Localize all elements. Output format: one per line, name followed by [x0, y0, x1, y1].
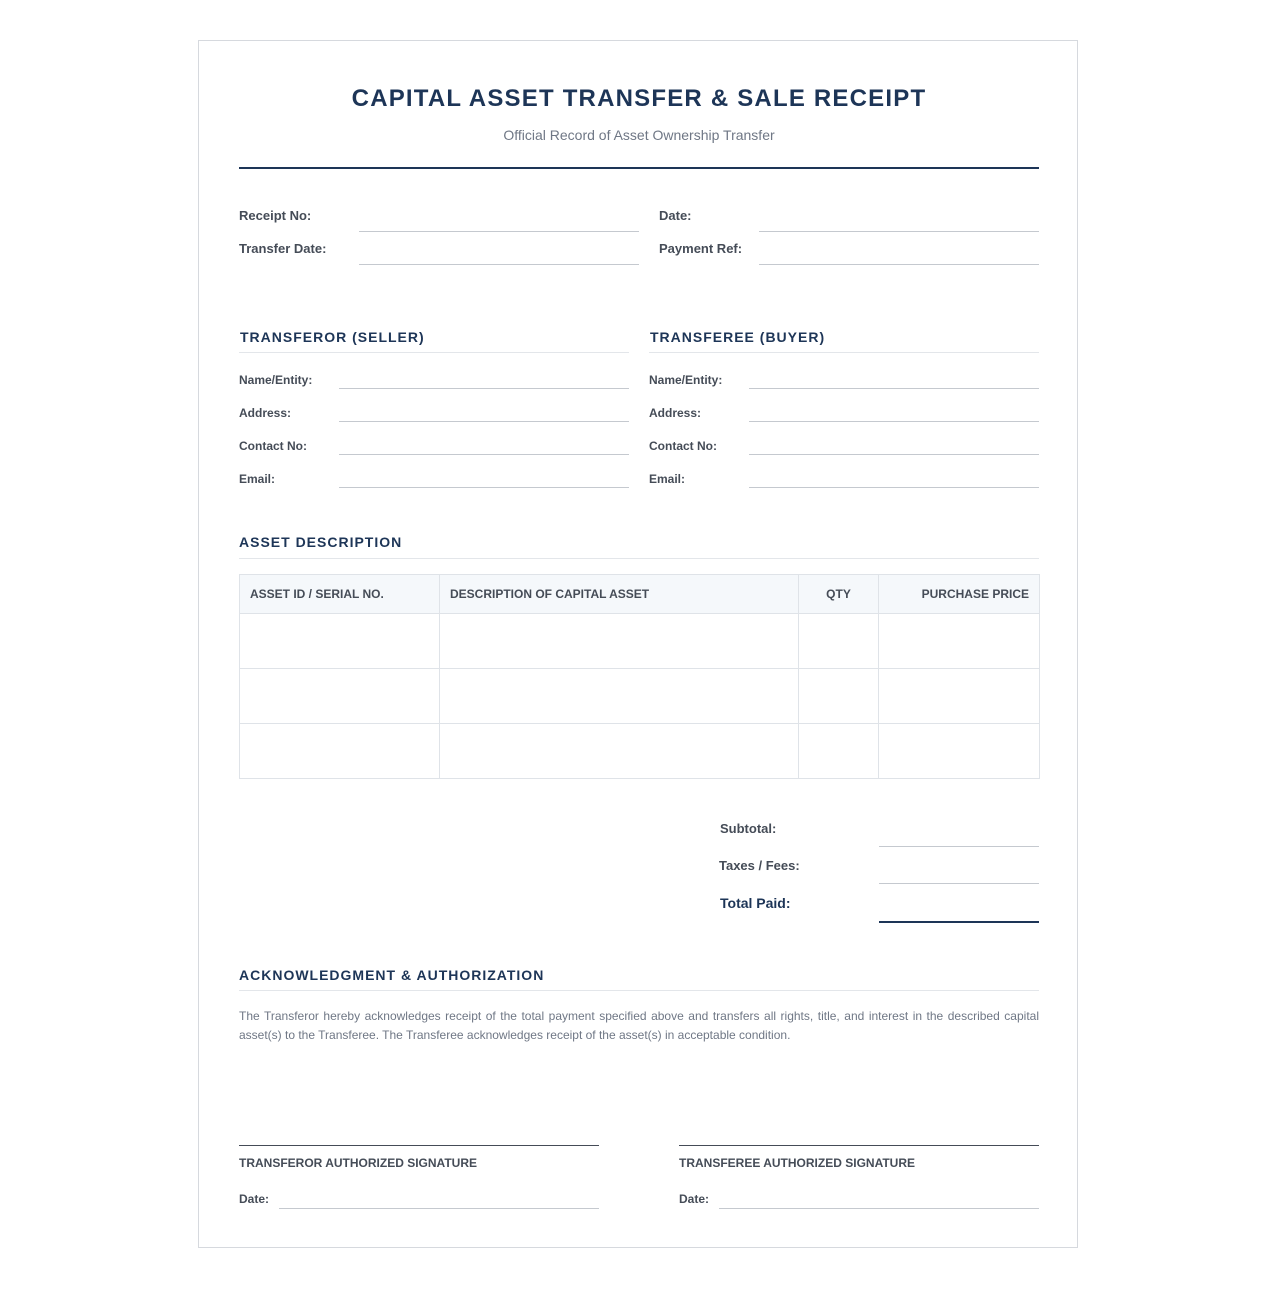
transferor-divider: [239, 352, 629, 353]
asset-section-heading: ASSET DESCRIPTION: [239, 534, 403, 550]
transferee-address-label: Address:: [649, 406, 702, 420]
transferor-address-field[interactable]: [339, 421, 629, 422]
transferor-signature-date-label: Date:: [239, 1192, 270, 1206]
transferor-name-field[interactable]: [339, 388, 629, 389]
column-header-asset-id: ASSET ID / SERIAL NO.: [240, 575, 440, 614]
subtotal-field[interactable]: [879, 846, 1039, 847]
transferee-signature-line[interactable]: [679, 1145, 1039, 1146]
date-label: Date:: [659, 208, 692, 223]
taxes-field[interactable]: [879, 883, 1039, 884]
transferee-email-label: Email:: [649, 472, 686, 486]
transferor-signature-label: TRANSFEROR AUTHORIZED SIGNATURE: [239, 1156, 477, 1170]
taxes-label: Taxes / Fees:: [719, 858, 800, 873]
transfer-date-field[interactable]: [359, 264, 639, 265]
transferor-address-label: Address:: [239, 406, 292, 420]
price-cell[interactable]: [879, 724, 1040, 779]
transferor-email-field[interactable]: [339, 487, 629, 488]
transferee-contact-label: Contact No:: [649, 439, 717, 453]
price-cell[interactable]: [879, 669, 1040, 724]
receipt-no-label: Receipt No:: [239, 208, 312, 223]
transferor-contact-label: Contact No:: [239, 439, 307, 453]
qty-cell[interactable]: [799, 614, 879, 669]
acknowledgment-heading: ACKNOWLEDGMENT & AUTHORIZATION: [239, 967, 545, 983]
asset-table: [239, 574, 1040, 779]
description-cell[interactable]: [440, 614, 799, 669]
asset-table-header-row: [240, 575, 1040, 614]
total-paid-field[interactable]: [879, 921, 1039, 923]
header-divider: [239, 167, 1039, 169]
transferee-name-label: Name/Entity:: [649, 373, 723, 387]
asset-id-cell[interactable]: [240, 669, 440, 724]
column-header-purchase-price: PURCHASE PRICE: [879, 575, 1040, 614]
qty-cell[interactable]: [799, 669, 879, 724]
qty-cell[interactable]: [799, 724, 879, 779]
asset-section-divider: [239, 558, 1039, 559]
transferor-signature-date-field[interactable]: [279, 1208, 599, 1209]
table-row: [240, 614, 1040, 669]
acknowledgment-divider: [239, 990, 1039, 991]
payment-ref-field[interactable]: [759, 264, 1039, 265]
acknowledgment-text: The Transferor hereby acknowledges receipt of the total payment specified above and transfers all rights, title, and interest in the described capital asset(s) to the Transferee. The Transferee acknowledges receipt of the asset(s) in acceptable condition.: [239, 1009, 1039, 1042]
transferee-heading: TRANSFEREE (BUYER): [650, 329, 826, 345]
transferee-name-field[interactable]: [749, 388, 1039, 389]
transferor-name-label: Name/Entity:: [239, 373, 313, 387]
transferee-signature-date-field[interactable]: [719, 1208, 1039, 1209]
column-header-description: DESCRIPTION OF CAPITAL ASSET: [440, 575, 799, 614]
document-subtitle: Official Record of Asset Ownership Transfer: [503, 127, 775, 143]
description-cell[interactable]: [440, 669, 799, 724]
asset-id-cell[interactable]: [240, 724, 440, 779]
transferee-signature-label: TRANSFEREE AUTHORIZED SIGNATURE: [679, 1156, 916, 1170]
date-field[interactable]: [759, 231, 1039, 232]
description-cell[interactable]: [440, 724, 799, 779]
price-cell[interactable]: [879, 614, 1040, 669]
receipt-no-field[interactable]: [359, 231, 639, 232]
subtotal-label: Subtotal:: [720, 821, 777, 836]
asset-id-cell[interactable]: [240, 614, 440, 669]
transferee-signature-date-label: Date:: [679, 1192, 710, 1206]
transferee-address-field[interactable]: [749, 421, 1039, 422]
payment-ref-label: Payment Ref:: [659, 241, 743, 256]
total-paid-label: Total Paid:: [720, 895, 791, 911]
transferor-signature-line[interactable]: [239, 1145, 599, 1146]
transferee-email-field[interactable]: [749, 487, 1039, 488]
transferor-contact-field[interactable]: [339, 454, 629, 455]
receipt-document: [198, 40, 1078, 1248]
transfer-date-label: Transfer Date:: [239, 241, 327, 256]
transferor-heading: TRANSFEROR (SELLER): [240, 329, 425, 345]
column-header-qty: QTY: [799, 575, 879, 614]
transferee-contact-field[interactable]: [749, 454, 1039, 455]
transferor-email-label: Email:: [239, 472, 276, 486]
document-title: CAPITAL ASSET TRANSFER & SALE RECEIPT: [351, 85, 927, 112]
table-row: [240, 669, 1040, 724]
transferee-divider: [649, 352, 1039, 353]
table-row: [240, 724, 1040, 779]
